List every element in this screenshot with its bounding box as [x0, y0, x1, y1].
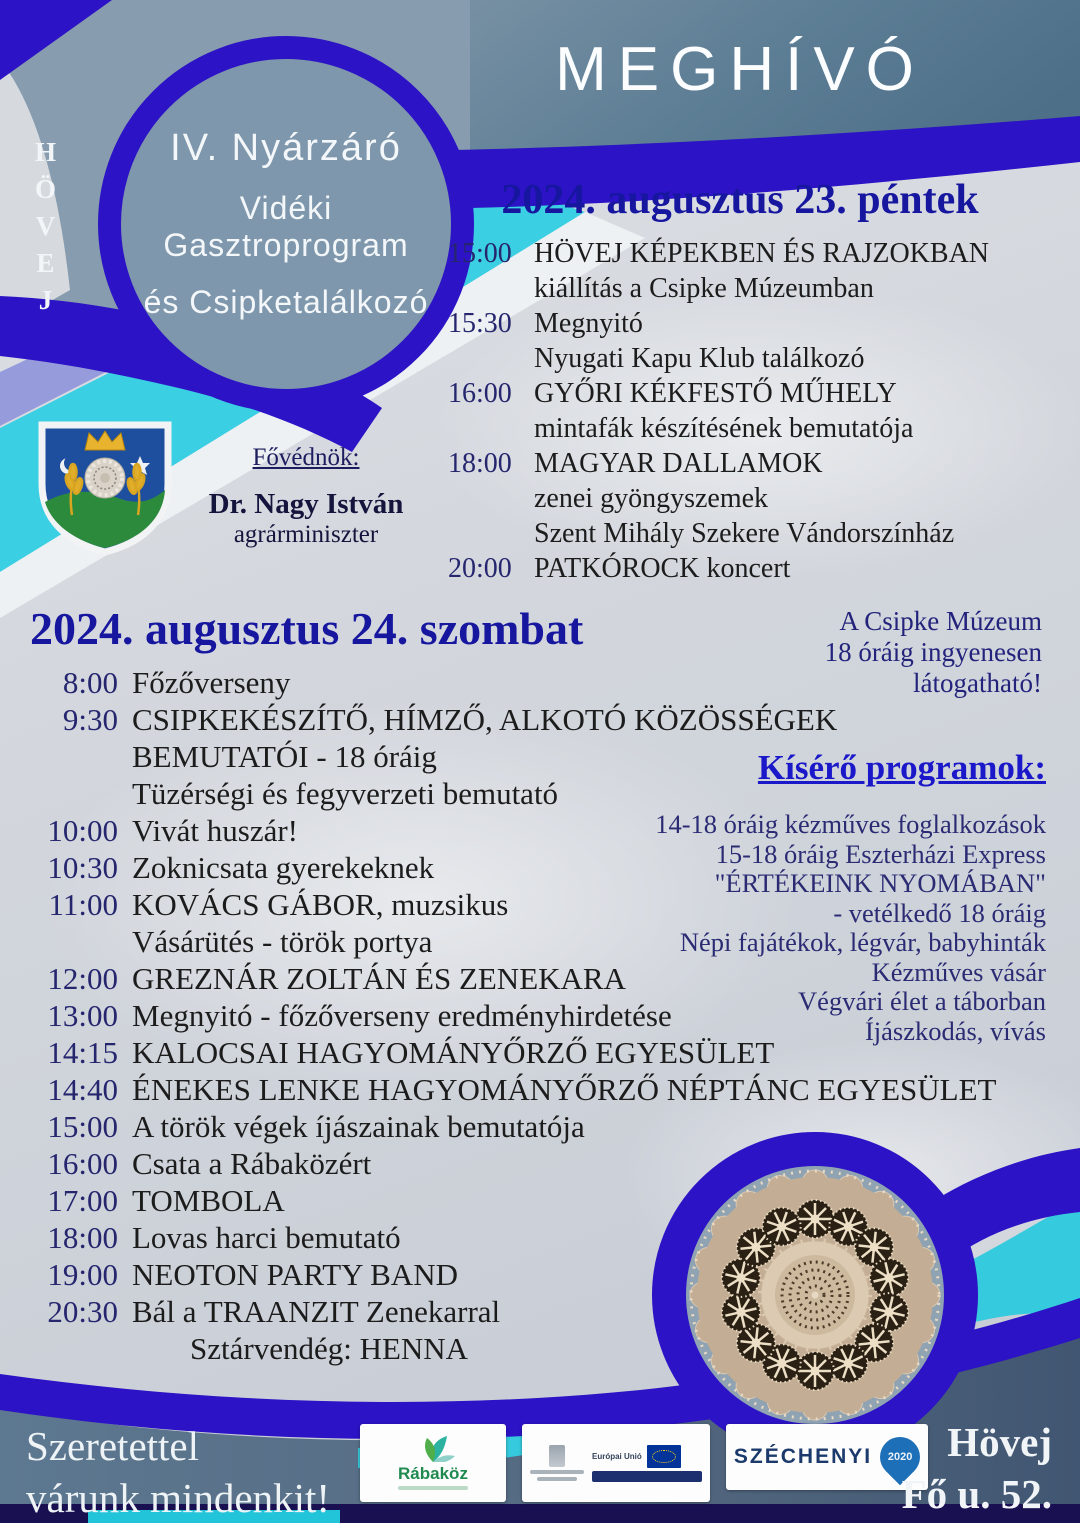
location-letter: J	[38, 285, 54, 315]
schedule-time: 12:00	[47, 961, 118, 996]
closing-line-2: várunk mindenkit!	[26, 1475, 331, 1521]
schedule-entry: Főzőverseny	[132, 665, 291, 700]
schedule-row	[448, 376, 1078, 446]
government-logo	[530, 1445, 584, 1481]
eu-logo-label: Európai Unió	[592, 1451, 642, 1461]
schedule-time: 18:00	[448, 448, 512, 479]
side-programs-list	[546, 810, 1046, 1046]
schedule-entry-lines	[132, 812, 298, 849]
schedule-entry: zenei gyöngyszemek	[534, 483, 769, 514]
rabakoz-logo-label: Rábaköz	[398, 1464, 468, 1483]
schedule-time: 14:40	[47, 1072, 118, 1107]
schedule-time: 17:00	[47, 1183, 118, 1218]
hovej-coat-of-arms	[34, 420, 176, 560]
schedule-entry-lines	[132, 1071, 997, 1108]
schedule-row	[28, 1256, 1073, 1293]
schedule-entry: TOMBOLA	[132, 1183, 285, 1218]
closing-message	[26, 1420, 330, 1523]
schedule-entry: kiállítás a Csipke Múzeumban	[534, 273, 874, 304]
poster-heading: MEGHÍVÓ	[555, 35, 925, 104]
schedule-time: 10:00	[47, 813, 118, 848]
schedule-entry-lines	[132, 849, 434, 886]
schedule-entry-lines	[132, 1293, 500, 1367]
schedule-entry-lines	[534, 446, 954, 551]
side-program-item: "ÉRTÉKEINK NYOMÁBAN"	[714, 868, 1046, 898]
rabakoz-leaf-icon	[411, 1436, 455, 1462]
location-letter: V	[35, 211, 57, 241]
schedule-entry: A török végek íjászainak bemutatója	[132, 1109, 585, 1144]
schedule-time: 18:00	[47, 1220, 118, 1255]
schedule-time: 20:00	[448, 553, 512, 584]
patron-name: Dr. Nagy István	[208, 488, 404, 520]
address-line-2: Fő u. 52.	[901, 1471, 1052, 1517]
schedule-row	[28, 1293, 1073, 1367]
friday-schedule	[448, 236, 1078, 586]
schedule-entry: ÉNEKES LENKE HAGYOMÁNYŐRZŐ NÉPTÁNC EGYESÜLET	[132, 1072, 997, 1107]
schedule-time: 16:00	[47, 1146, 118, 1181]
schedule-entry: Csata a Rábaközért	[132, 1146, 372, 1181]
schedule-entry: CSIPKEKÉSZÍTŐ, HÍMZŐ, ALKOTÓ KÖZÖSSÉGEK	[132, 702, 838, 737]
szechenyi-2020-logo	[726, 1424, 928, 1490]
schedule-entry: KALOCSAI HAGYOMÁNYŐRZŐ EGYESÜLET	[132, 1035, 775, 1070]
schedule-entry-lines	[534, 306, 864, 376]
schedule-entry: Szent Mihály Szekere Vándorszínház	[534, 518, 955, 549]
side-program-item: Íjászkodás, vívás	[864, 1015, 1046, 1046]
schedule-row	[28, 1145, 1073, 1182]
schedule-entry: GYŐRI KÉKFESTŐ MŰHELY	[534, 378, 897, 409]
schedule-entry-lines	[534, 236, 989, 306]
schedule-time: 20:30	[47, 1294, 118, 1329]
schedule-time: 11:00	[48, 887, 118, 922]
schedule-entry: Sztárvendég: HENNA	[190, 1331, 469, 1366]
sponsor-logo-strip	[360, 1424, 928, 1502]
schedule-row	[28, 1219, 1073, 1256]
schedule-row	[28, 1108, 1073, 1145]
schedule-time: 8:00	[62, 665, 118, 700]
schedule-entry-lines	[534, 551, 790, 586]
rabakoz-logo	[360, 1424, 506, 1502]
schedule-time: 15:00	[448, 238, 512, 269]
schedule-entry-lines	[534, 376, 913, 446]
location-letter: H	[34, 137, 57, 167]
government-text-bar	[530, 1470, 584, 1474]
side-program-item: Végvári élet a táborban	[798, 986, 1046, 1016]
location-vertical-label	[24, 134, 68, 319]
schedule-entry: Megnyitó - főzőverseny eredményhirdetése	[132, 998, 672, 1033]
rabakoz-logo-subtext-bar	[398, 1486, 468, 1490]
eu-banner-bar	[592, 1471, 702, 1482]
schedule-row	[448, 446, 1078, 551]
schedule-entry: MAGYAR DALLAMOK	[534, 448, 823, 479]
eu-funding-logo	[522, 1424, 710, 1502]
location-letter: E	[36, 248, 56, 278]
schedule-time: 9:30	[62, 702, 118, 737]
schedule-entry-lines	[132, 1108, 585, 1145]
badge-line-1: IV. Nyárzáró	[170, 127, 402, 169]
side-programs-heading: Kísérő programok:	[757, 748, 1046, 787]
schedule-entry-lines	[132, 1182, 285, 1219]
schedule-entry: Tüzérségi és fegyverzeti bemutató	[132, 776, 559, 811]
museum-note-line: látogatható!	[913, 668, 1042, 698]
government-text-bar	[537, 1477, 577, 1481]
schedule-entry: HÖVEJ KÉPEKBEN ÉS RAJZOKBAN	[534, 238, 990, 269]
schedule-entry: Vásárütés - török portya	[132, 924, 433, 959]
schedule-row	[28, 1182, 1073, 1219]
museum-note-line: 18 óráig ingyenesen	[824, 637, 1042, 667]
schedule-entry-lines	[132, 1256, 458, 1293]
patron-title: agrárminiszter	[233, 521, 379, 548]
badge-line-3: és Csipketalálkozó	[143, 284, 429, 320]
eu-flag-icon	[647, 1445, 681, 1468]
badge-line-2: Vidéki Gasztroprogram	[163, 190, 409, 263]
schedule-entry-lines	[132, 886, 508, 960]
schedule-row	[448, 306, 1078, 376]
schedule-entry: Nyugati Kapu Klub találkozó	[534, 343, 865, 374]
venue-address	[902, 1416, 1052, 1520]
side-program-item: 14-18 óráig kézműves foglalkozások	[655, 809, 1046, 839]
schedule-entry: KOVÁCS GÁBOR, muzsikus	[132, 887, 509, 922]
schedule-entry-lines	[132, 1145, 371, 1182]
address-line-1: Hövej	[947, 1419, 1052, 1465]
szechenyi-logo-label: SZÉCHENYI	[733, 1445, 873, 1468]
schedule-entry: Vivát huszár!	[132, 813, 298, 848]
saturday-date-heading: 2024. augusztus 24. szombat	[30, 603, 584, 654]
schedule-time: 19:00	[47, 1257, 118, 1292]
schedule-entry: PATKÓROCK koncert	[534, 553, 791, 584]
schedule-entry: Lovas harci bemutató	[132, 1220, 401, 1255]
szechenyi-logo-year: 2020	[887, 1451, 913, 1464]
schedule-entry: Zoknicsata gyerekeknek	[132, 850, 435, 885]
schedule-entry: BEMUTATÓI - 18 óráig	[132, 739, 437, 774]
side-program-item: - vetélkedő 18 óráig	[833, 897, 1046, 928]
schedule-row	[28, 1071, 1073, 1108]
museum-note-line: A Csipke Múzeum	[839, 606, 1042, 636]
schedule-time: 10:30	[47, 850, 118, 885]
schedule-time: 15:00	[47, 1109, 118, 1144]
schedule-entry-lines	[132, 1219, 401, 1256]
eu-flag-block	[592, 1445, 702, 1482]
patron-label: Fővédnök:	[252, 444, 360, 471]
schedule-entry: GREZNÁR ZOLTÁN ÉS ZENEKARA	[132, 961, 626, 996]
schedule-entry: Megnyitó	[534, 308, 643, 339]
museum-note	[825, 606, 1042, 699]
schedule-row	[448, 236, 1078, 306]
side-program-item: Népi fajátékok, légvár, babyhinták	[679, 927, 1046, 957]
parliament-icon	[549, 1445, 565, 1467]
schedule-entry: NEOTON PARTY BAND	[132, 1257, 458, 1292]
schedule-time: 16:00	[448, 378, 512, 409]
schedule-row	[448, 551, 1078, 586]
schedule-time: 13:00	[47, 998, 118, 1033]
side-programs	[546, 748, 1046, 1046]
schedule-entry-lines	[132, 664, 290, 701]
patron-block	[178, 444, 434, 549]
side-program-item: Kézműves vásár	[871, 956, 1046, 987]
friday-date-heading: 2024. augusztus 23. péntek	[501, 177, 979, 223]
event-title-badge	[98, 36, 474, 412]
closing-line-1: Szeretettel	[26, 1423, 200, 1469]
side-program-item: 15-18 óráig Eszterházi Express	[715, 838, 1046, 869]
schedule-entry: mintafák készítésének bemutatója	[534, 413, 914, 444]
location-letter: Ö	[34, 174, 57, 204]
schedule-time: 14:15	[47, 1035, 118, 1070]
schedule-time: 15:30	[448, 308, 512, 339]
schedule-entry: Bál a TRAANZIT Zenekarral	[132, 1294, 501, 1329]
